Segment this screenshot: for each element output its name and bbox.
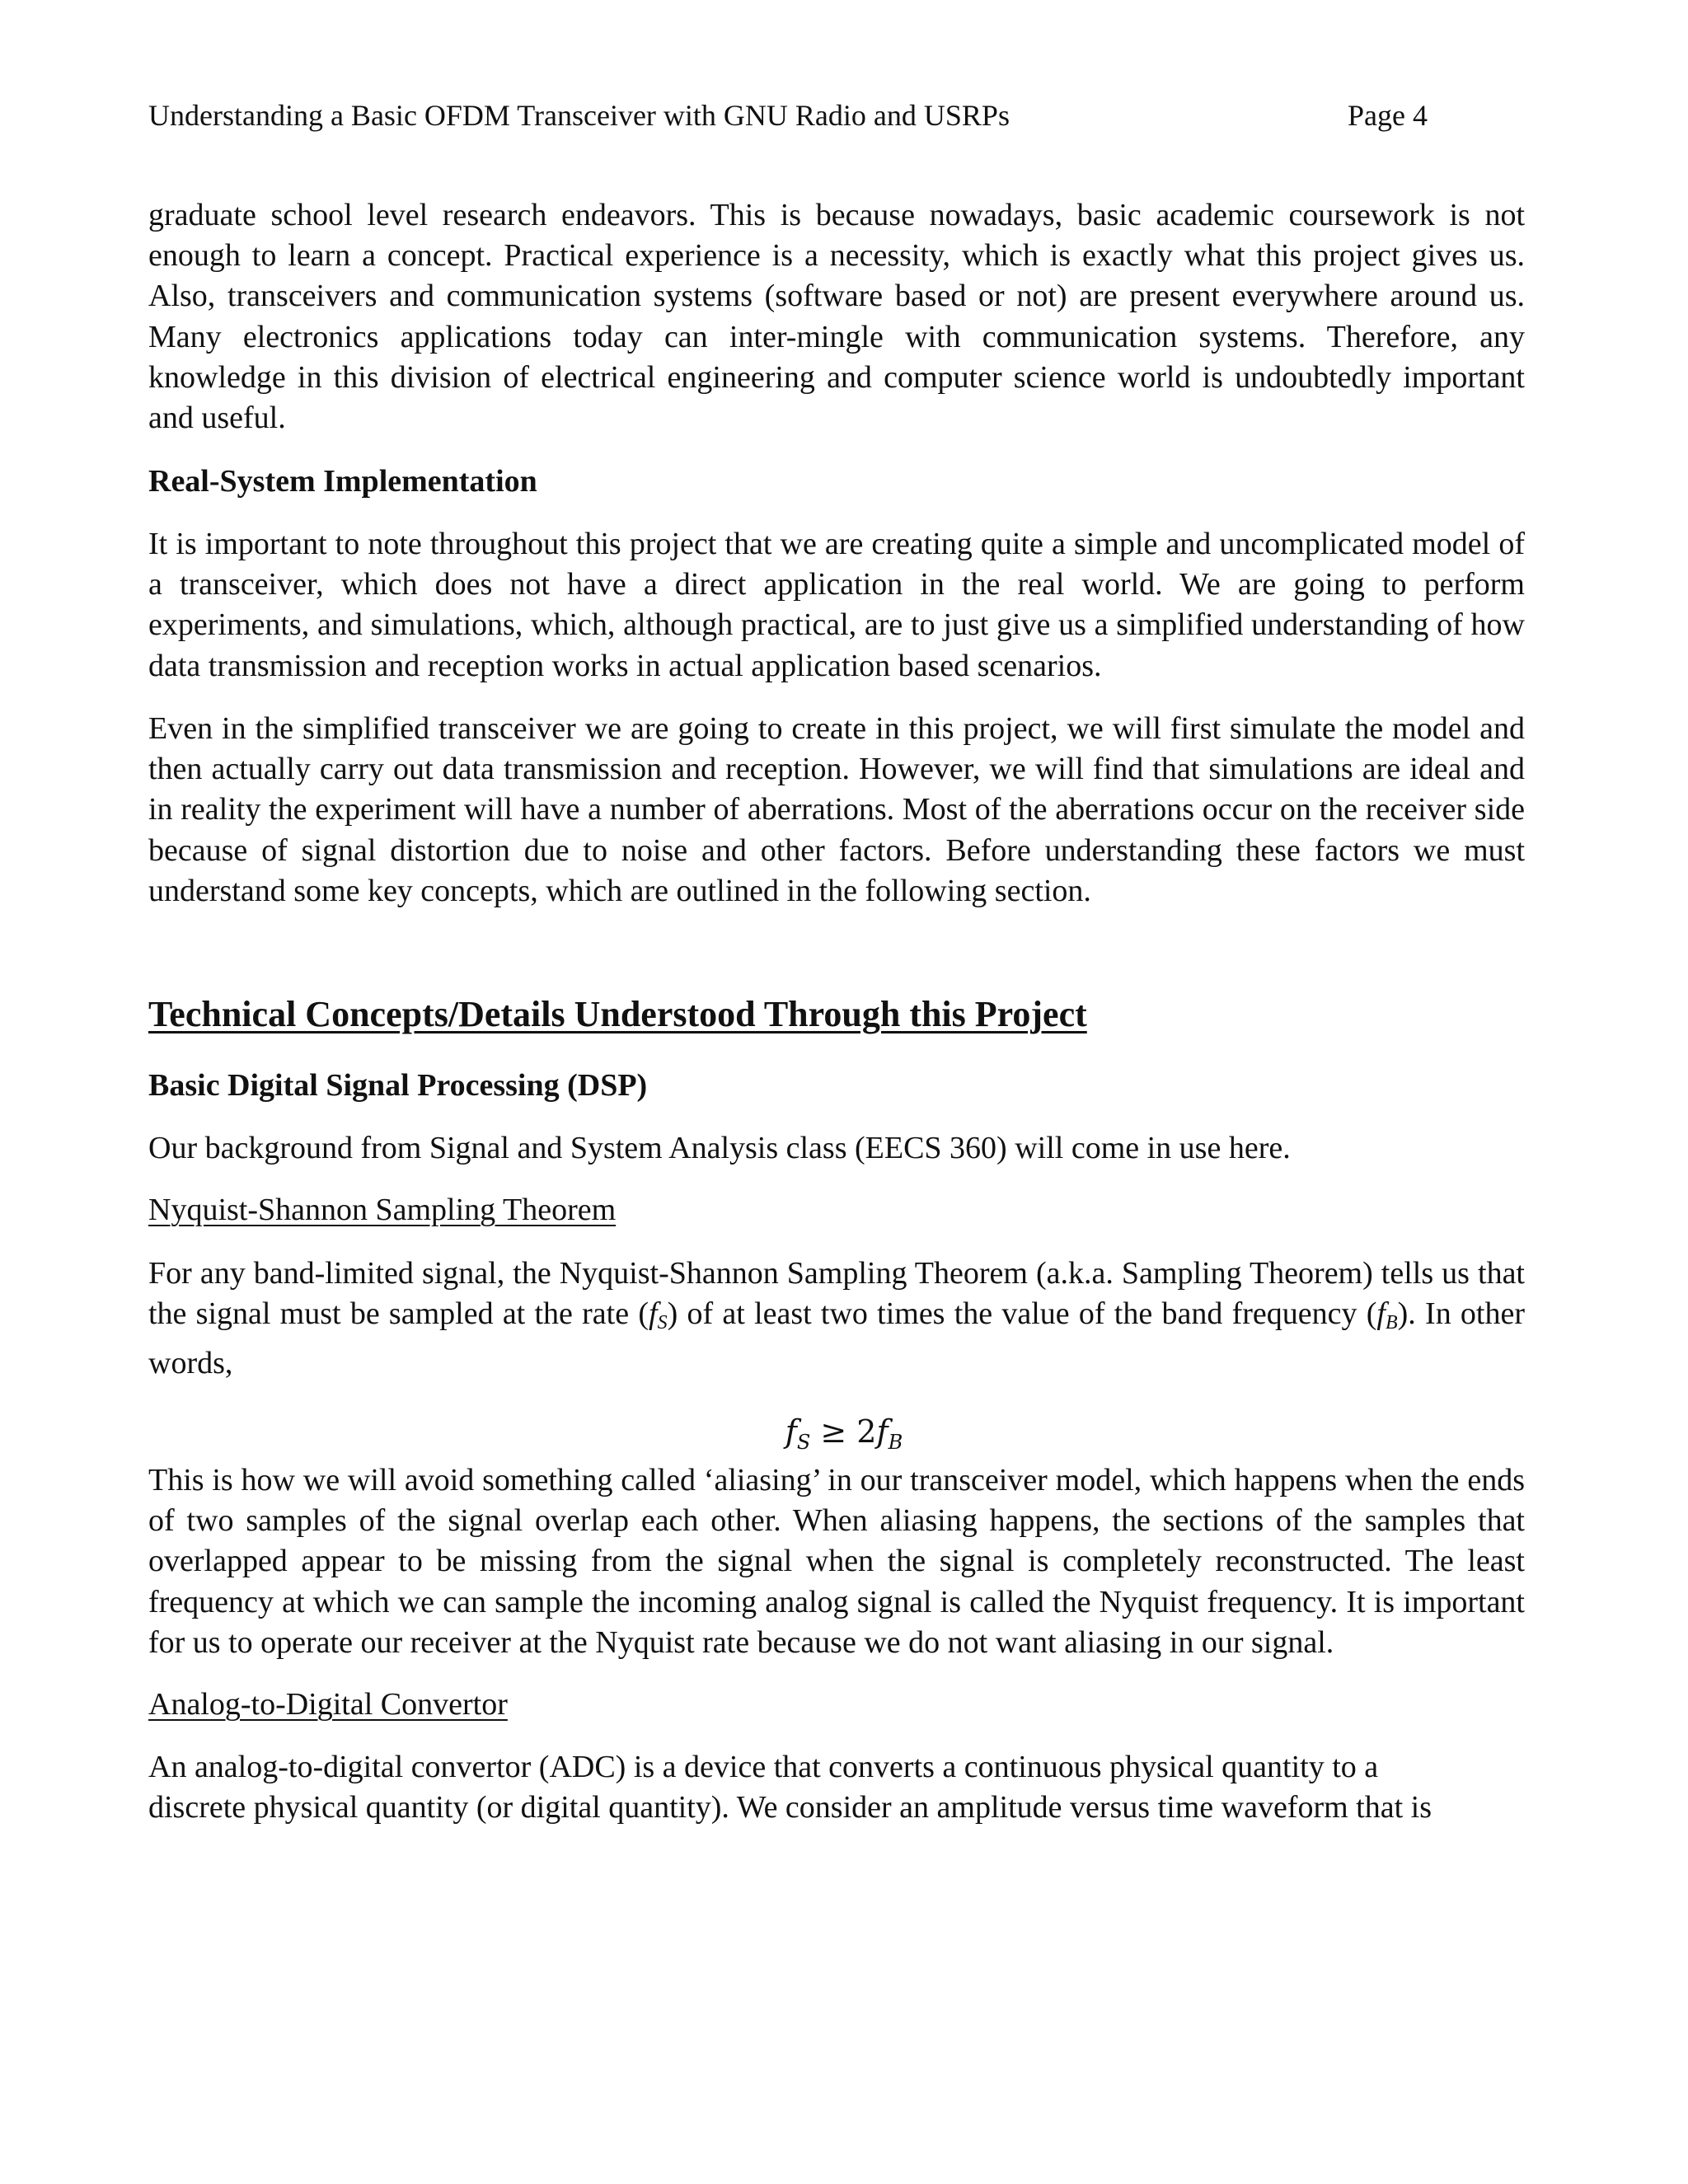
nyquist-text-a: For any band-limited signal, the Nyquist-Shannon Sampling Theorem (a.k.a. Sampling Theorem) tells us that the signal must be sampled at the rate (	[148, 1256, 1525, 1332]
dsp-intro: Our background from Signal and System Analysis class (EECS 360) will come in use here.	[148, 1131, 1291, 1165]
adc-paragraph	[148, 1747, 1525, 1828]
adc-heading: Analog-to-Digital Convertor	[148, 1687, 508, 1722]
dsp-heading: Basic Digital Signal Processing (DSP)	[148, 1068, 648, 1103]
intro-paragraph: graduate school level research endeavors. This is because nowadays, basic academic coursework is not enough to learn a concept. Practical experience is a necessity, which is exactly what this project gives us. Also, transceivers and communication systems (software based or not) are present everywhere around us. Many electronics applications today can inter-mingle with communication systems. Therefore, any knowledge in this division of electrical engineering and computer science world is undoubtedly important and useful.	[148, 198, 1525, 436]
fs-symbol: $f_S$	[649, 1296, 668, 1334]
real-system-heading: Real-System Implementation	[148, 464, 537, 499]
nyquist-text-b: ) of at least two times the value of the band frequency (	[667, 1296, 1377, 1332]
document-title: Understanding a Basic OFDM Transceiver with GNU Radio and USRPs	[148, 99, 1010, 132]
adc-line-2: discrete physical quantity (or digital quantity). We consider an amplitude versus time waveform that is	[148, 1790, 1432, 1825]
page-number: Page 4	[1348, 99, 1428, 132]
real-system-paragraph-1-block	[148, 524, 1525, 687]
real-system-paragraph-2: Even in the simplified transceiver we are going to create in this project, we will first simulate the model and then actually carry out data transmission and reception. However, we will find that simulations are ideal and in reality the experiment will have a number of aberrations. Most of the aberrations occur on the receiver side because of signal distortion due to noise and other factors. Before understanding these factors we must understand some key concepts, which are outlined in the following section.	[148, 711, 1525, 908]
section-title: Technical Concepts/Details Understood Through this Project	[148, 994, 1087, 1034]
nyquist-text-c: ). In other words,	[148, 1296, 1526, 1381]
fb-symbol: $f_B$	[1376, 1296, 1398, 1334]
adc-heading-block	[148, 1685, 1525, 1725]
nyquist-heading-block	[148, 1190, 1525, 1230]
nyquist-paragraph-2: This is how we will avoid something called ‘aliasing’ in our transceiver model, which happens when the ends of two samples of the signal overlap each other. When aliasing happens, the sections of the samples that overlapped appear to be missing from the signal when the signal is completely reconstructed. The least frequency at which we can sample the incoming analog signal is called the Nyquist frequency. It is important for us to operate our receiver at the Nyquist rate because we do not want aliasing in our signal.	[148, 1463, 1525, 1660]
real-system-paragraph-1: It is important to note throughout this project that we are creating quite a simple and uncomplicated model of a transceiver, which does not have a direct application in the real world. We are going to perform experiments, and simulations, which, although practical, are to just give us a simplified understanding of how data transmission and reception works in actual application based scenarios.	[148, 527, 1525, 683]
page-header	[148, 97, 1434, 134]
intro-paragraph-block	[148, 195, 1525, 438]
nyquist-paragraph-1	[148, 1254, 1525, 1385]
sampling-formula: $f_S \ge 2f_B$	[785, 1413, 903, 1454]
nyquist-heading: Nyquist-Shannon Sampling Theorem	[148, 1193, 617, 1227]
nyquist-paragraph-2-block	[148, 1460, 1525, 1663]
real-system-paragraph-2-block	[148, 709, 1525, 912]
adc-line-1: An analog-to-digital convertor (ADC) is a device that converts a continuous physical quantity to a	[148, 1750, 1379, 1784]
nyquist-paragraph-1-block	[148, 1254, 1525, 1385]
